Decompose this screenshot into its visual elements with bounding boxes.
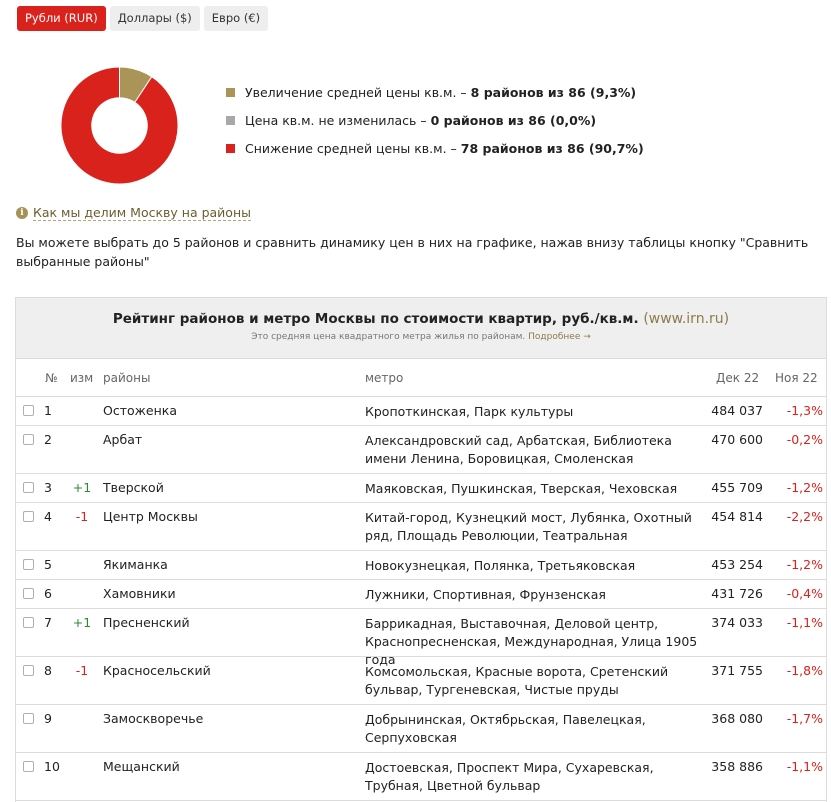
row-rank-change: -1: [75, 509, 89, 524]
row-price-change: -1,1%: [786, 759, 823, 774]
legend-label-unchanged: Цена кв.м. не изменилась –: [245, 112, 427, 128]
legend-value-increase: 8 районов из 86 (9,3%): [470, 84, 637, 100]
legend-swatch-unchanged: [226, 116, 235, 125]
row-price-change: -1,2%: [786, 557, 823, 572]
row-metro: Кропоткинская, Парк культуры: [365, 404, 574, 419]
row-rank-change: -1: [75, 663, 89, 678]
price-change-donut-chart: [60, 66, 179, 185]
table-subtitle-text: Это средняя цена квадратного метра жилья по районам.: [251, 332, 526, 342]
row-metro: Лужники, Спортивная, Фрунзенская: [365, 587, 606, 602]
row-price: 484 037: [711, 403, 763, 418]
row-district: Пресненский: [103, 615, 190, 630]
row-price: 453 254: [711, 557, 763, 572]
table-title-text: Рейтинг районов и метро Москвы по стоимости квартир, руб./кв.м.: [112, 311, 639, 327]
row-price-change: -1,1%: [786, 615, 823, 630]
row-district: Тверской: [103, 480, 164, 495]
row-metro: Баррикадная, Выставочная, Деловой центр, Краснопресненская, Международная, Улица 1905 года: [365, 616, 698, 667]
currency-tabs: [17, 6, 268, 31]
tab-dollars[interactable]: Доллары ($): [110, 6, 200, 31]
districts-info-link-text[interactable]: Как мы делим Москву на районы: [33, 205, 251, 220]
column-headers: [16, 359, 826, 397]
table-row: [16, 397, 826, 426]
legend-value-unchanged: 0 районов из 86 (0,0%): [430, 112, 597, 128]
row-rank-change: +1: [72, 615, 92, 630]
row-metro: Китай-город, Кузнецкий мост, Лубянка, Охотный ряд, Площадь Революции, Театральная: [365, 510, 692, 543]
row-district: Центр Москвы: [103, 509, 198, 524]
row-rank: 7: [44, 615, 52, 630]
district-rating-table: [15, 297, 827, 802]
row-district: Якиманка: [103, 557, 168, 572]
table-row: [16, 705, 826, 753]
row-checkbox[interactable]: [23, 559, 34, 570]
table-row: [16, 503, 826, 551]
table-row: [16, 580, 826, 609]
row-rank: 4: [44, 509, 52, 524]
col-num[interactable]: №: [45, 371, 58, 385]
row-checkbox[interactable]: [23, 761, 34, 772]
row-price: 455 709: [711, 480, 763, 495]
table-row: [16, 609, 826, 667]
legend-item-increase: [226, 85, 644, 99]
row-rank: 10: [44, 759, 60, 774]
row-price-change: -1,2%: [786, 480, 823, 495]
table-source-link[interactable]: (www.irn.ru): [643, 311, 730, 327]
row-price: 358 886: [711, 759, 763, 774]
row-checkbox[interactable]: [23, 665, 34, 676]
donut-slice-decrease: [61, 67, 178, 184]
table-row: [16, 426, 826, 474]
row-price-change: -1,7%: [786, 711, 823, 726]
legend-item-decrease: [226, 141, 644, 155]
row-checkbox[interactable]: [23, 588, 34, 599]
row-district: Арбат: [103, 432, 143, 447]
col-price-dec22[interactable]: Дек 22: [716, 371, 760, 385]
row-price: 470 600: [711, 432, 763, 447]
row-checkbox[interactable]: [23, 405, 34, 416]
row-price: 431 726: [711, 586, 763, 601]
legend-swatch-increase: [226, 88, 235, 97]
row-metro: Достоевская, Проспект Мира, Сухаревская, Трубная, Цветной бульвар: [365, 760, 654, 793]
row-district: Мещанский: [103, 759, 180, 774]
row-price-change: -1,8%: [786, 663, 823, 678]
row-price-change: -1,3%: [786, 403, 823, 418]
row-price-change: -2,2%: [786, 509, 823, 524]
legend-label-decrease: Снижение средней цены кв.м. –: [245, 140, 457, 156]
table-body: [16, 397, 826, 801]
row-rank: 9: [44, 711, 52, 726]
row-rank: 6: [44, 586, 52, 601]
row-checkbox[interactable]: [23, 713, 34, 724]
col-district[interactable]: районы: [103, 371, 151, 385]
row-district: Красносельский: [103, 663, 211, 678]
row-price: 454 814: [711, 509, 763, 524]
legend-item-unchanged: [226, 113, 644, 127]
legend-swatch-decrease: [226, 144, 235, 153]
row-price-change: -0,2%: [786, 432, 823, 447]
tab-rubles[interactable]: Рубли (RUR): [17, 6, 106, 31]
table-title: [16, 311, 826, 327]
col-change[interactable]: изм: [70, 371, 94, 385]
row-rank: 8: [44, 663, 52, 678]
row-checkbox[interactable]: [23, 434, 34, 445]
legend-label-increase: Увеличение средней цены кв.м. –: [245, 84, 467, 100]
row-district: Хамовники: [103, 586, 176, 601]
row-rank: 3: [44, 480, 52, 495]
row-price: 374 033: [711, 615, 763, 630]
tab-euro[interactable]: Евро (€): [204, 6, 268, 31]
row-checkbox[interactable]: [23, 617, 34, 628]
compare-description: Вы можете выбрать до 5 районов и сравнить динамику цен в них на графике, нажав внизу таблицы кнопку "Сравнить выбранные районы": [16, 235, 809, 269]
row-price: 368 080: [711, 711, 763, 726]
table-row: [16, 474, 826, 503]
row-metro: Добрынинская, Октябрьская, Павелецкая, Серпуховская: [365, 712, 646, 745]
row-checkbox[interactable]: [23, 511, 34, 522]
row-rank: 1: [44, 403, 52, 418]
row-checkbox[interactable]: [23, 482, 34, 493]
col-change-nov22[interactable]: Ноя 22: [775, 371, 818, 385]
row-metro: Комсомольская, Красные ворота, Сретенский бульвар, Тургеневская, Чистые пруды: [365, 664, 669, 697]
row-rank: 2: [44, 432, 52, 447]
districts-info-link[interactable]: [16, 205, 251, 221]
table-row: [16, 657, 826, 705]
table-header: [16, 298, 826, 359]
row-metro: Маяковская, Пушкинская, Тверская, Чеховская: [365, 481, 678, 496]
col-metro[interactable]: метро: [365, 371, 404, 385]
row-price-change: -0,4%: [786, 586, 823, 601]
row-metro: Александровский сад, Арбатская, Библиотека имени Ленина, Боровицкая, Смоленская: [365, 433, 672, 466]
row-rank: 5: [44, 557, 52, 572]
table-row: [16, 753, 826, 801]
chart-legend: [226, 85, 644, 169]
legend-value-decrease: 78 районов из 86 (90,7%): [460, 140, 644, 156]
table-row: [16, 551, 826, 580]
row-district: Замоскворечье: [103, 711, 204, 726]
row-rank-change: +1: [72, 480, 92, 495]
row-district: Остоженка: [103, 403, 177, 418]
row-price: 371 755: [711, 663, 763, 678]
info-icon: i: [16, 207, 28, 219]
table-subtitle: [16, 332, 826, 342]
row-metro: Новокузнецкая, Полянка, Третьяковская: [365, 558, 636, 573]
more-link[interactable]: Подробнее →: [528, 332, 591, 342]
